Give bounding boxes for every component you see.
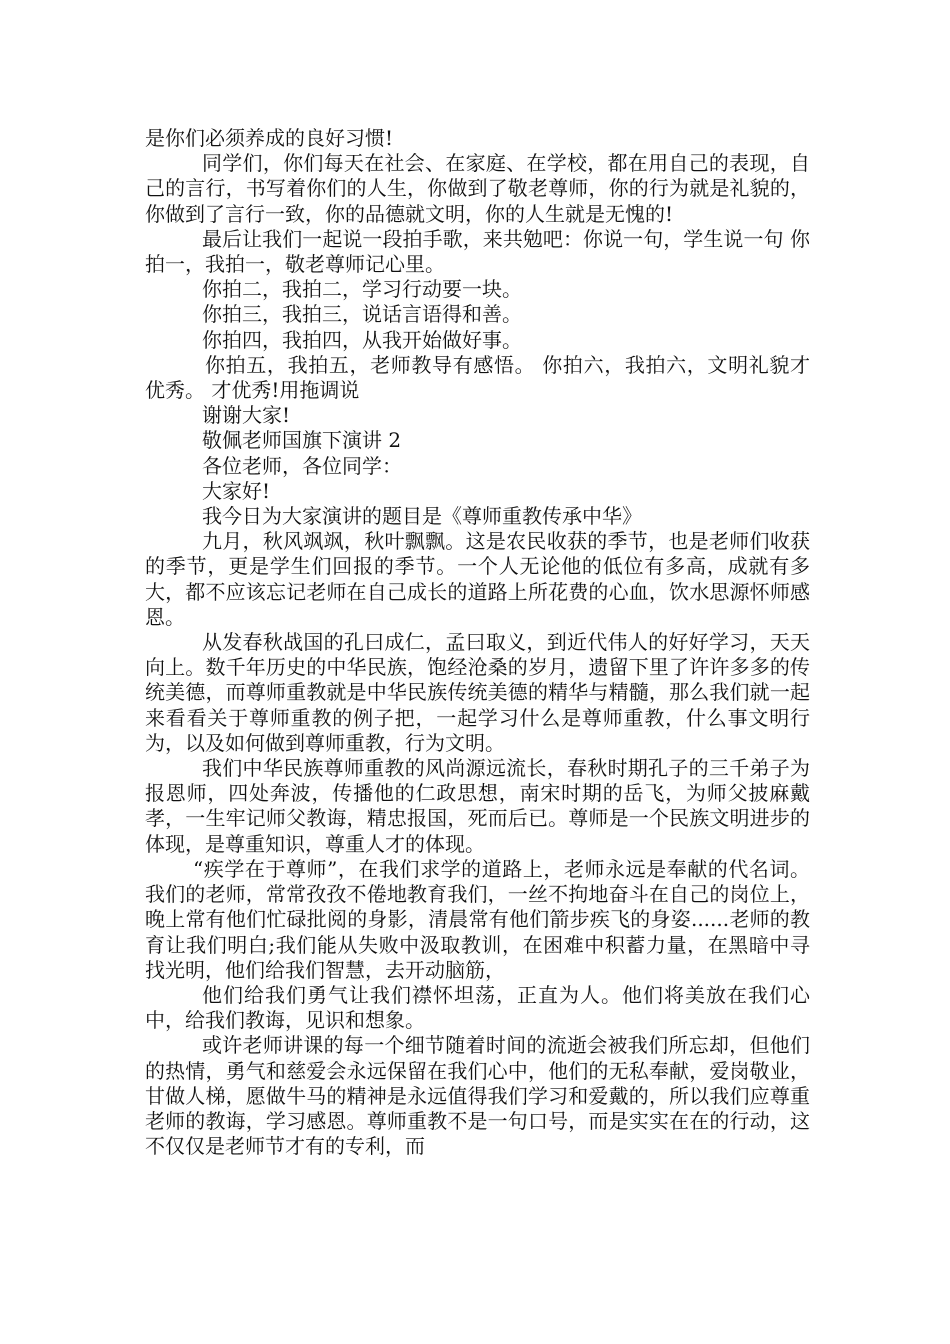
greeting: 大家好! — [202, 478, 271, 503]
paragraph-13: 九月，秋风飒飒，秋叶飘飘。这是农民收获的季节，也是老师们收获的季节，更是学生们回报的季节。一个人无论他的低位有多高，成就有多大，都不应该忘记老师在自己成长的道路上所花费的心血，饮水思源怀师感恩。 — [145, 529, 810, 629]
speech-topic: 我今日为大家演讲的题目是《尊师重教传承中华》 — [202, 504, 642, 529]
paragraph-14: 从发春秋战国的孔曰成仁，孟曰取义，到近代伟人的好好学习，天天向上。数千年历史的中华民族，饱经沧桑的岁月，遗留下里了许许多多的传统美德，而尊师重教就是中华民族传统美德的精华与精髓，那么我们就一起来看看关于尊师重教的例子把，一起学习什么是尊师重教，什么事文明行为，以及如何做到尊师重教，行为文明。 — [145, 630, 810, 755]
paragraph-4: 你拍二，我拍二，学习行动要一块。 — [202, 277, 522, 302]
paragraph-18: 或许老师讲课的每一个细节随着时间的流逝会被我们所忘却，但他们的热情，勇气和慈爱会永远保留在我们心中，他们的无私奉献，爱岗敬业，甘做人梯，愿做牛马的精神是永远值得我们学习和爱戴的，所以我们应尊重老师的教诲，学习感恩。尊师重教不是一句口号，而是实实在在的行动，这不仅仅是老师节才有的专利，而 — [145, 1033, 810, 1159]
salutation: 各位老师，各位同学： — [202, 453, 402, 478]
paragraph-8: 谢谢大家! — [202, 403, 291, 428]
paragraph-3: 最后让我们一起说一段拍手歌，来共勉吧：你说一句，学生说一句 你拍一，我拍一，敬老尊师记心里。 — [145, 226, 810, 277]
paragraph-2: 同学们，你们每天在社会、在家庭、在学校，都在用自己的表现，自己的言行，书写着你们的人生，你做到了敬老尊师，你的行为就是礼貌的，你做到了言行一致，你的品德就文明，你的人生就是无愧的! — [145, 151, 810, 226]
paragraph-6: 你拍四，我拍四，从我开始做好事。 — [202, 327, 522, 352]
paragraph-1: 是你们必须养成的良好习惯! — [145, 126, 394, 150]
document-body — [145, 126, 810, 1159]
paragraph-5: 你拍三，我拍三，说话言语得和善。 — [202, 302, 522, 327]
paragraph-7: 你拍五，我拍五，老师教导有感悟。 你拍六，我拍六，文明礼貌才优秀。 才优秀!用拖调说 — [145, 352, 810, 403]
paragraph-15: 我们中华民族尊师重教的风尚源远流长，春秋时期孔子的三千弟子为报恩师，四处奔波，传播他的仁政思想，南宋时期的岳飞，为师父披麻戴孝，一生牢记师父教诲，精忠报国，死而后已。尊师是一个民族文明进步的体现，是尊重知识，尊重人才的体现。 — [145, 756, 810, 856]
paragraph-16: “疾学在于尊师”，在我们求学的道路上，老师永远是奉献的代名词。我们的老师，常常孜孜不倦地教育我们，一丝不拘地奋斗在自己的岗位上，晚上常有他们忙碌批阅的身影，清晨常有他们箭步疾飞的身姿......老师的教育让我们明白;我们能从失败中汲取教训，在困难中积蓄力量，在黑暗中寻找光明，他们给我们智慧，去开动脑筋， — [145, 856, 810, 982]
section-title: 敬佩老师国旗下演讲 2 — [202, 428, 402, 453]
paragraph-17: 他们给我们勇气让我们襟怀坦荡，正直为人。他们将美放在我们心中，给我们教诲，见识和想象。 — [145, 982, 810, 1033]
